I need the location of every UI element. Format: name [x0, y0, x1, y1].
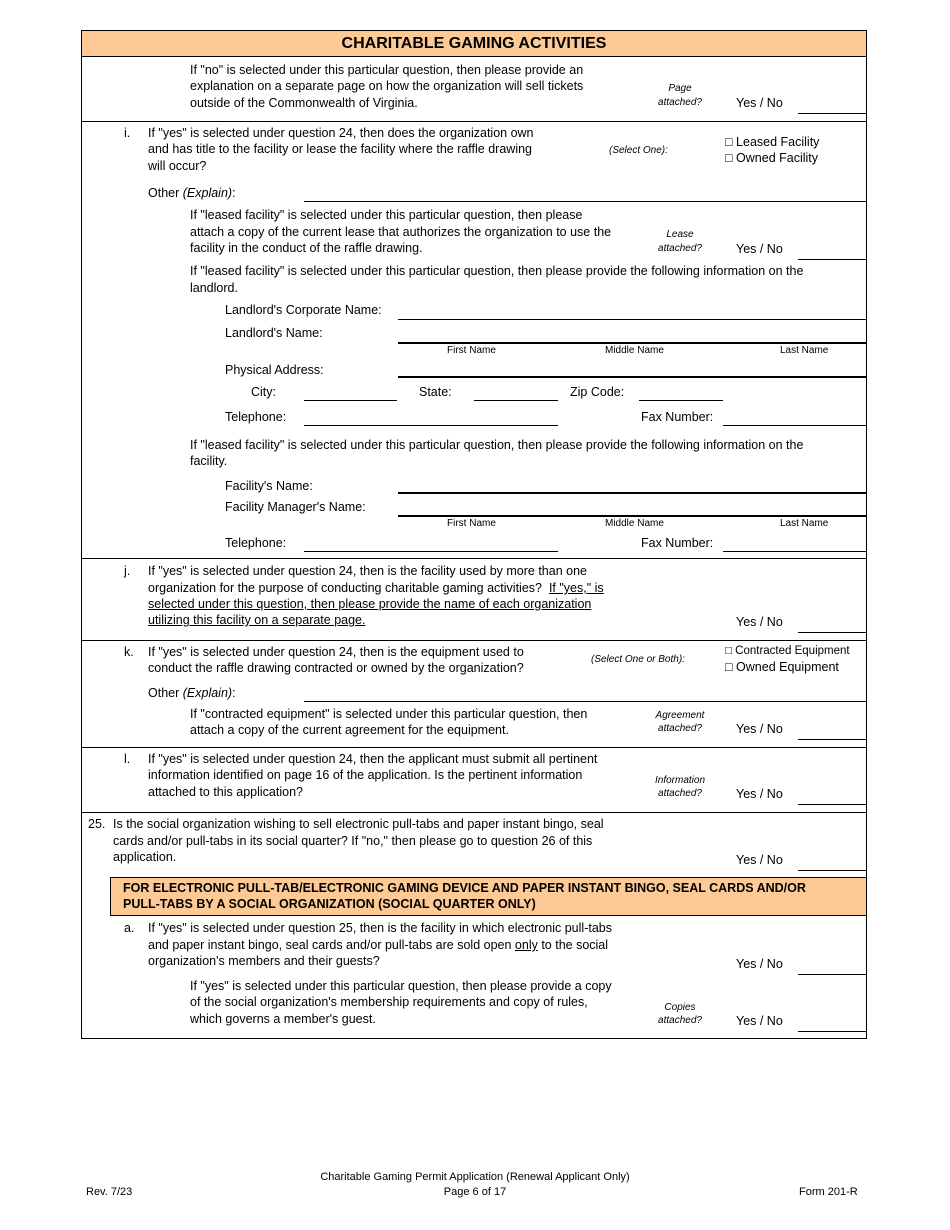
leased-facility-option[interactable] [725, 135, 819, 149]
information-note-1: Information [654, 775, 706, 786]
h-text-1: If "no" is selected under this particular question, then please provide an [190, 63, 584, 77]
q-25-text-2: cards and/or pull-tabs in its social quarter? If "no," then please go to question 26 of this [113, 834, 593, 848]
divider [81, 812, 867, 813]
information-note-2: attached? [658, 788, 702, 799]
divider [81, 121, 867, 122]
page-number: Page 6 of 17 [443, 1186, 507, 1198]
q-j-text-3: selected under this question, then please provide the name of each organization [148, 597, 592, 611]
select-one-or-both-note: (Select One or Both): [591, 654, 685, 665]
checkbox-icon[interactable]: □ [725, 151, 733, 165]
landlord-intro-1: If "leased facility" is selected under this particular question, then please provide the following information on the [190, 264, 804, 278]
q-25a-letter: a. [124, 921, 135, 935]
yes-no-label: Yes / No [736, 787, 783, 801]
zip-field[interactable] [639, 400, 723, 401]
facility-manager-label: Facility Manager's Name: [225, 500, 366, 514]
fax-label: Fax Number: [641, 410, 714, 424]
q-k-letter: k. [124, 645, 134, 659]
q-i-letter: i. [124, 126, 131, 140]
option-label: Contracted Equipment [735, 645, 850, 657]
q-j-text-4: utilizing this facility on a separate page. [148, 613, 366, 627]
city-field[interactable] [304, 400, 397, 401]
lease-text-2: attach a copy of the current lease that authorizes the organization to use the [190, 225, 612, 239]
state-field[interactable] [474, 400, 558, 401]
checkbox-icon[interactable]: □ [725, 135, 733, 149]
divider [81, 747, 867, 748]
copies-note-1: Copies [664, 1002, 696, 1013]
divider [81, 640, 867, 641]
h-text-3: outside of the Commonwealth of Virginia. [190, 96, 418, 110]
q-25a-text-1: If "yes" is selected under question 25, then is the facility in which electronic pull-tabs [148, 921, 612, 935]
lease-text-1: If "leased facility" is selected under this particular question, then please [190, 208, 583, 222]
section-header-line-2: PULL-TABS BY A SOCIAL ORGANIZATION (SOCIAL QUARTER ONLY) [123, 897, 536, 911]
agree-text-2: attach a copy of the current agreement for the equipment. [190, 723, 509, 737]
q-25-text-1: Is the social organization wishing to sell electronic pull-tabs and paper instant bingo, seal [113, 817, 604, 831]
page-attached-note-1: Page [668, 83, 692, 94]
fax-label: Fax Number: [641, 536, 714, 550]
revision-date: Rev. 7/23 [86, 1186, 133, 1198]
yes-no-label: Yes / No [736, 722, 783, 736]
yes-no-label: Yes / No [736, 957, 783, 971]
q-j-text-2: organization for the purpose of conducting charitable gaming activities? If "yes," is [148, 581, 604, 595]
h-text-2: explanation on a separate page on how the organization will sell tickets [190, 79, 584, 93]
yes-no-label: Yes / No [736, 242, 783, 256]
form-number: Form 201-R [799, 1186, 858, 1198]
other-explain-field[interactable] [304, 701, 867, 702]
zip-label: Zip Code: [570, 385, 625, 399]
owned-equipment-option[interactable] [725, 660, 839, 674]
physical-address-field[interactable] [398, 376, 867, 378]
yes-no-label: Yes / No [736, 615, 783, 629]
agreement-note-2: attached? [658, 723, 702, 734]
fax-field[interactable] [723, 425, 867, 426]
lease-note-1: Lease [666, 229, 694, 240]
yes-no-answer-line[interactable] [798, 632, 867, 633]
q-k-text-2: conduct the raffle drawing contracted or owned by the organization? [148, 661, 524, 675]
option-label: Owned Equipment [736, 660, 839, 674]
q-25-number: 25. [88, 817, 106, 831]
first-name-label: First Name [447, 518, 496, 529]
telephone-label: Telephone: [225, 536, 287, 550]
checkbox-icon[interactable]: □ [725, 660, 733, 674]
q-l-text-3: attached to this application? [148, 785, 303, 799]
yes-no-answer-line[interactable] [798, 974, 867, 975]
q-i-text-3: will occur? [148, 159, 207, 173]
q-j-letter: j. [124, 564, 131, 578]
landlord-corp-field[interactable] [398, 319, 867, 320]
telephone-field[interactable] [304, 551, 558, 552]
city-label: City: [251, 385, 276, 399]
divider [81, 558, 867, 559]
other-explain-field[interactable] [304, 201, 867, 202]
copies-note-2: attached? [658, 1015, 702, 1026]
agree-text-1: If "contracted equipment" is selected under this particular question, then [190, 707, 588, 721]
fax-field[interactable] [723, 551, 867, 552]
first-name-label: First Name [447, 345, 496, 356]
footer-title: Charitable Gaming Permit Application (Renewal Applicant Only) [320, 1171, 630, 1183]
option-label: Leased Facility [736, 135, 820, 149]
option-label: Owned Facility [736, 151, 819, 165]
page-title: CHARITABLE GAMING ACTIVITIES [81, 30, 867, 57]
q-k-text-1: If "yes" is selected under question 24, then is the equipment used to [148, 645, 524, 659]
q-l-text-1: If "yes" is selected under question 24, then the applicant must submit all pertinent [148, 752, 598, 766]
yes-no-label: Yes / No [736, 96, 783, 110]
facility-name-field[interactable] [398, 492, 867, 494]
middle-name-label: Middle Name [605, 345, 664, 356]
q-i-text-2: and has title to the facility or lease the facility where the raffle drawing [148, 142, 533, 156]
select-one-note: (Select One): [609, 145, 668, 156]
telephone-label: Telephone: [225, 410, 287, 424]
q-25-text-3: application. [113, 850, 177, 864]
other-explain-label: Other (Explain): [148, 186, 236, 200]
yes-no-answer-line[interactable] [798, 1031, 867, 1032]
copy-text-3: which governs a member's guest. [190, 1012, 376, 1026]
facility-intro-2: facility. [190, 454, 228, 468]
yes-no-answer-line[interactable] [798, 870, 867, 871]
state-label: State: [419, 385, 452, 399]
telephone-field[interactable] [304, 425, 558, 426]
other-explain-label: Other (Explain): [148, 686, 236, 700]
yes-no-answer-line[interactable] [798, 259, 867, 260]
section-header-line-1: FOR ELECTRONIC PULL-TAB/ELECTRONIC GAMING DEVICE AND PAPER INSTANT BINGO, SEAL CARDS AND/OR [123, 881, 806, 895]
agreement-note-1: Agreement [655, 710, 705, 721]
middle-name-label: Middle Name [605, 518, 664, 529]
q-i-text-1: If "yes" is selected under question 24, then does the organization own [148, 126, 534, 140]
section-header [110, 877, 867, 916]
q-j-text-1: If "yes" is selected under question 24, then is the facility used by more than one [148, 564, 587, 578]
last-name-label: Last Name [780, 518, 829, 529]
landlord-name-label: Landlord's Name: [225, 326, 323, 340]
physical-address-label: Physical Address: [225, 363, 324, 377]
q-l-letter: l. [124, 752, 131, 766]
last-name-label: Last Name [780, 345, 829, 356]
q-25a-text-2: and paper instant bingo, seal cards and/or pull-tabs are sold open only to the social [148, 938, 609, 952]
checkbox-icon[interactable]: □ [725, 645, 732, 657]
copy-text-1: If "yes" is selected under this particular question, then please provide a copy [190, 979, 612, 993]
yes-no-label: Yes / No [736, 853, 783, 867]
facility-intro-1: If "leased facility" is selected under this particular question, then please provide the following information on the [190, 438, 804, 452]
yes-no-answer-line[interactable] [798, 113, 867, 114]
yes-no-answer-line[interactable] [798, 804, 867, 805]
q-25a-text-3: organization's members and their guests? [148, 954, 380, 968]
landlord-corp-label: Landlord's Corporate Name: [225, 303, 382, 317]
landlord-intro-2: landlord. [190, 281, 238, 295]
facility-name-label: Facility's Name: [225, 479, 313, 493]
yes-no-label: Yes / No [736, 1014, 783, 1028]
q-l-text-2: information identified on page 16 of the application. Is the pertinent information [148, 768, 583, 782]
page-attached-note-2: attached? [658, 97, 702, 108]
contracted-equipment-option[interactable] [725, 645, 850, 657]
lease-text-3: facility in the conduct of the raffle drawing. [190, 241, 423, 255]
owned-facility-option[interactable] [725, 151, 818, 165]
lease-note-2: attached? [658, 243, 702, 254]
copy-text-2: of the social organization's membership requirements and copy of rules, [190, 995, 588, 1009]
yes-no-answer-line[interactable] [798, 739, 867, 740]
